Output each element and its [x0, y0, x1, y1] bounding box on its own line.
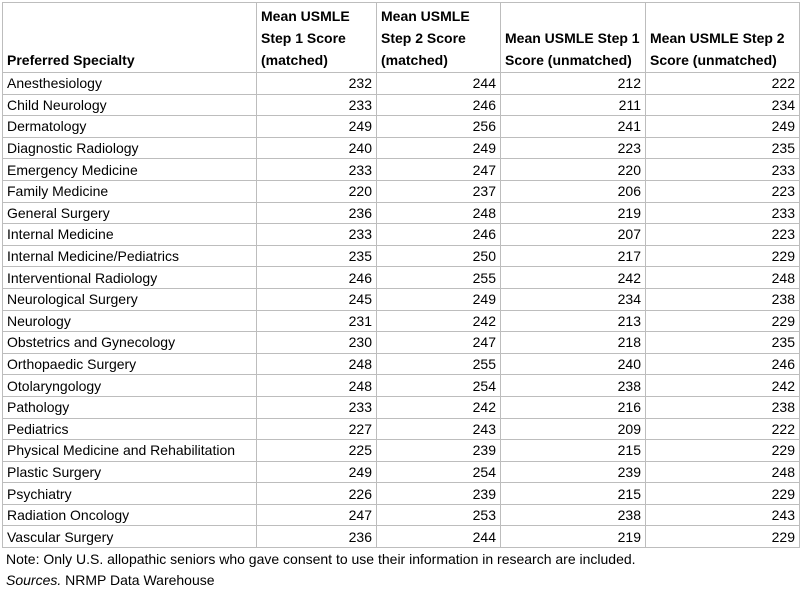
- score-cell[interactable]: 240: [257, 137, 377, 159]
- table-row: [3, 310, 800, 332]
- score-cell[interactable]: 246: [646, 353, 800, 375]
- score-cell[interactable]: 243: [377, 418, 501, 440]
- score-cell[interactable]: 206: [501, 180, 646, 202]
- column-header-0[interactable]: [3, 3, 257, 73]
- score-cell[interactable]: 229: [646, 245, 800, 267]
- specialty-cell[interactable]: Diagnostic Radiology: [3, 137, 257, 159]
- score-cell[interactable]: 239: [377, 440, 501, 462]
- table-row: [3, 375, 800, 397]
- score-cell[interactable]: 242: [377, 396, 501, 418]
- table-row: [3, 202, 800, 224]
- score-cell[interactable]: 256: [377, 116, 501, 138]
- score-cell[interactable]: 213: [501, 310, 646, 332]
- column-header-line: Step 2 Score: [381, 30, 466, 46]
- score-cell[interactable]: 222: [646, 73, 800, 95]
- score-cell[interactable]: 233: [257, 159, 377, 181]
- score-cell[interactable]: 247: [377, 332, 501, 354]
- specialty-cell[interactable]: Internal Medicine/Pediatrics: [3, 245, 257, 267]
- score-cell[interactable]: 222: [646, 418, 800, 440]
- column-header-4[interactable]: [646, 3, 800, 73]
- specialty-cell[interactable]: Otolaryngology: [3, 375, 257, 397]
- specialty-cell[interactable]: Plastic Surgery: [3, 461, 257, 483]
- specialty-cell[interactable]: Family Medicine: [3, 180, 257, 202]
- specialty-cell[interactable]: Pediatrics: [3, 418, 257, 440]
- score-cell[interactable]: 234: [501, 288, 646, 310]
- column-header-line: (matched): [381, 52, 448, 68]
- score-cell[interactable]: 255: [377, 353, 501, 375]
- score-cell[interactable]: 249: [377, 137, 501, 159]
- column-header-line: Mean USMLE Step 2: [650, 30, 785, 46]
- table-row: [3, 504, 800, 526]
- specialty-cell[interactable]: Obstetrics and Gynecology: [3, 332, 257, 354]
- score-cell[interactable]: 231: [257, 310, 377, 332]
- table-row: [3, 94, 800, 116]
- score-cell[interactable]: 250: [377, 245, 501, 267]
- score-cell[interactable]: 220: [257, 180, 377, 202]
- specialty-cell[interactable]: Interventional Radiology: [3, 267, 257, 289]
- score-cell[interactable]: 247: [377, 159, 501, 181]
- score-cell[interactable]: 248: [257, 375, 377, 397]
- score-cell[interactable]: 242: [377, 310, 501, 332]
- score-cell[interactable]: 229: [646, 483, 800, 505]
- score-cell[interactable]: 229: [646, 526, 800, 548]
- column-header-line: Mean USMLE: [261, 8, 350, 24]
- specialty-cell[interactable]: Radiation Oncology: [3, 504, 257, 526]
- specialty-cell[interactable]: Psychiatry: [3, 483, 257, 505]
- score-cell[interactable]: 215: [501, 483, 646, 505]
- column-header-line: Preferred Specialty: [7, 52, 135, 68]
- score-cell[interactable]: 243: [646, 504, 800, 526]
- table-row: [3, 418, 800, 440]
- score-cell[interactable]: 232: [257, 73, 377, 95]
- specialty-cell[interactable]: Dermatology: [3, 116, 257, 138]
- score-cell[interactable]: 254: [377, 461, 501, 483]
- score-cell[interactable]: 229: [646, 310, 800, 332]
- column-header-2[interactable]: [377, 3, 501, 73]
- score-cell[interactable]: 239: [501, 461, 646, 483]
- score-cell[interactable]: 219: [501, 202, 646, 224]
- column-header-1[interactable]: [257, 3, 377, 73]
- table-row: [3, 267, 800, 289]
- score-cell[interactable]: 246: [257, 267, 377, 289]
- column-header-line: Step 1 Score: [261, 30, 346, 46]
- score-cell[interactable]: 244: [377, 526, 501, 548]
- score-cell[interactable]: 209: [501, 418, 646, 440]
- table-row: [3, 245, 800, 267]
- score-cell[interactable]: 216: [501, 396, 646, 418]
- column-header-line: Mean USMLE Step 1: [505, 30, 640, 46]
- score-cell[interactable]: 238: [646, 396, 800, 418]
- specialty-cell[interactable]: Emergency Medicine: [3, 159, 257, 181]
- specialty-cell[interactable]: Neurological Surgery: [3, 288, 257, 310]
- specialty-cell[interactable]: Orthopaedic Surgery: [3, 353, 257, 375]
- score-cell[interactable]: 238: [501, 375, 646, 397]
- score-cell[interactable]: 211: [501, 94, 646, 116]
- score-cell[interactable]: 248: [646, 267, 800, 289]
- score-cell[interactable]: 233: [646, 159, 800, 181]
- table-row: [3, 353, 800, 375]
- score-cell[interactable]: 244: [377, 73, 501, 95]
- score-cell[interactable]: 237: [377, 180, 501, 202]
- table-row: [3, 332, 800, 354]
- score-cell[interactable]: 249: [646, 116, 800, 138]
- score-cell[interactable]: 212: [501, 73, 646, 95]
- score-cell[interactable]: 217: [501, 245, 646, 267]
- specialty-cell[interactable]: Pathology: [3, 396, 257, 418]
- score-cell[interactable]: 227: [257, 418, 377, 440]
- score-cell[interactable]: 238: [501, 504, 646, 526]
- score-cell[interactable]: 223: [646, 180, 800, 202]
- specialty-cell[interactable]: Vascular Surgery: [3, 526, 257, 548]
- table-sources: [6, 570, 796, 591]
- score-cell[interactable]: 234: [646, 94, 800, 116]
- score-cell[interactable]: 242: [501, 267, 646, 289]
- specialty-cell[interactable]: Child Neurology: [3, 94, 257, 116]
- table-row: [3, 396, 800, 418]
- column-header-line: Score (unmatched): [650, 52, 777, 68]
- score-cell[interactable]: 230: [257, 332, 377, 354]
- table-row: [3, 483, 800, 505]
- score-cell[interactable]: 254: [377, 375, 501, 397]
- table-row: [3, 73, 800, 95]
- table-row: [3, 526, 800, 548]
- score-cell[interactable]: 246: [377, 224, 501, 246]
- specialty-cell[interactable]: Physical Medicine and Rehabilitation: [3, 440, 257, 462]
- table-row: [3, 180, 800, 202]
- score-cell[interactable]: 219: [501, 526, 646, 548]
- score-cell[interactable]: 240: [501, 353, 646, 375]
- score-cell[interactable]: 233: [646, 202, 800, 224]
- score-cell[interactable]: 223: [501, 137, 646, 159]
- specialty-cell[interactable]: Internal Medicine: [3, 224, 257, 246]
- score-cell[interactable]: 238: [646, 288, 800, 310]
- score-cell[interactable]: 235: [646, 332, 800, 354]
- score-cell[interactable]: 247: [257, 504, 377, 526]
- column-header-line: Score (unmatched): [505, 52, 632, 68]
- score-cell[interactable]: 253: [377, 504, 501, 526]
- score-cell[interactable]: 235: [646, 137, 800, 159]
- score-cell[interactable]: 233: [257, 94, 377, 116]
- score-cell[interactable]: 223: [646, 224, 800, 246]
- score-cell[interactable]: 233: [257, 396, 377, 418]
- score-cell[interactable]: 248: [646, 461, 800, 483]
- score-cell[interactable]: 215: [501, 440, 646, 462]
- table-body: [3, 73, 800, 548]
- score-cell[interactable]: 229: [646, 440, 800, 462]
- table-note: Note: Only U.S. allopathic seniors who gave consent to use their information in research are included.: [6, 551, 636, 567]
- score-cell[interactable]: 226: [257, 483, 377, 505]
- column-header-line: Mean USMLE: [381, 8, 470, 24]
- column-header-line: (matched): [261, 52, 328, 68]
- header-row: [3, 3, 800, 73]
- score-cell[interactable]: 236: [257, 202, 377, 224]
- score-cell[interactable]: 239: [377, 483, 501, 505]
- table-row: [3, 116, 800, 138]
- score-cell[interactable]: 241: [501, 116, 646, 138]
- score-cell[interactable]: 242: [646, 375, 800, 397]
- table-row: [3, 440, 800, 462]
- score-cell[interactable]: 235: [257, 245, 377, 267]
- score-cell[interactable]: 249: [377, 288, 501, 310]
- table-row: [3, 137, 800, 159]
- sources-label: Sources.: [6, 572, 62, 588]
- score-cell[interactable]: 225: [257, 440, 377, 462]
- specialty-cell[interactable]: Neurology: [3, 310, 257, 332]
- sources-text: NRMP Data Warehouse: [61, 572, 215, 588]
- specialty-cell[interactable]: General Surgery: [3, 202, 257, 224]
- score-cell[interactable]: 246: [377, 94, 501, 116]
- specialty-cell[interactable]: Anesthesiology: [3, 73, 257, 95]
- usmle-score-table: [2, 2, 800, 548]
- score-cell[interactable]: 249: [257, 461, 377, 483]
- score-cell[interactable]: 236: [257, 526, 377, 548]
- score-cell[interactable]: 233: [257, 224, 377, 246]
- score-cell[interactable]: 218: [501, 332, 646, 354]
- table-row: [3, 288, 800, 310]
- column-header-3[interactable]: [501, 3, 646, 73]
- score-cell[interactable]: 249: [257, 116, 377, 138]
- score-cell[interactable]: 255: [377, 267, 501, 289]
- table-row: [3, 461, 800, 483]
- table-row: [3, 159, 800, 181]
- score-cell[interactable]: 220: [501, 159, 646, 181]
- score-cell[interactable]: 248: [377, 202, 501, 224]
- table-row: [3, 224, 800, 246]
- score-cell[interactable]: 248: [257, 353, 377, 375]
- score-cell[interactable]: 245: [257, 288, 377, 310]
- score-cell[interactable]: 207: [501, 224, 646, 246]
